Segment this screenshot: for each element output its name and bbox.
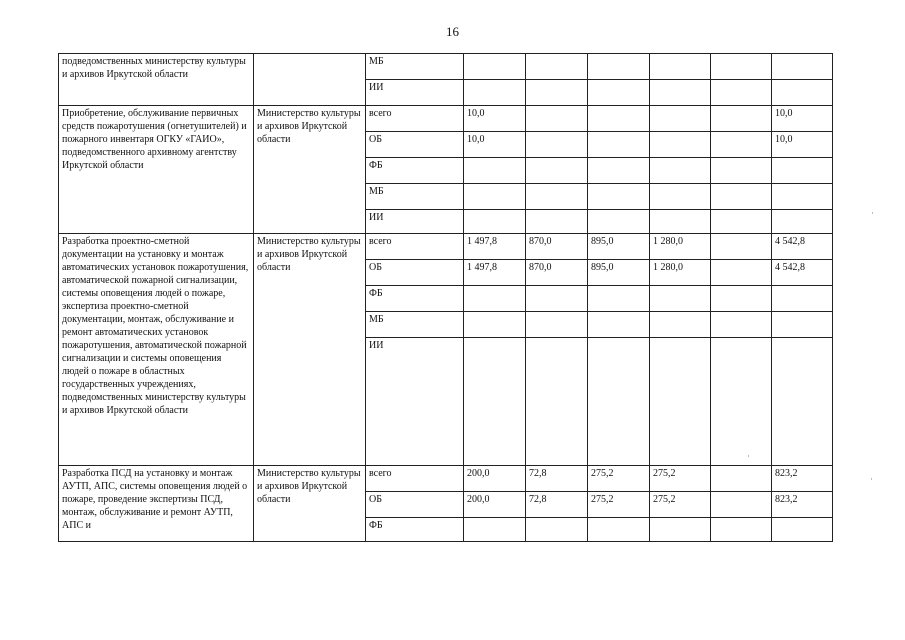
amount-cell bbox=[772, 80, 833, 106]
funding-source: МБ bbox=[366, 312, 464, 338]
amount-cell: 275,2 bbox=[650, 466, 711, 492]
amount-cell bbox=[650, 54, 711, 80]
amount-cell bbox=[588, 338, 650, 466]
amount-cell bbox=[772, 312, 833, 338]
amount-cell: 275,2 bbox=[588, 492, 650, 518]
activity-description: Приобретение, обслуживание первичных средств пожаротушения (огнетушителей) и пожарного инвентаря ОГКУ «ГАИО», подведомственного архивному агентству Иркутской области bbox=[59, 106, 254, 234]
amount-cell: 200,0 bbox=[464, 492, 526, 518]
amount-cell bbox=[650, 106, 711, 132]
amount-cell bbox=[711, 234, 772, 260]
amount-cell bbox=[711, 466, 772, 492]
amount-cell bbox=[650, 132, 711, 158]
amount-cell bbox=[526, 80, 588, 106]
table-row bbox=[59, 466, 833, 492]
amount-cell bbox=[588, 106, 650, 132]
amount-cell: 10,0 bbox=[464, 106, 526, 132]
amount-cell bbox=[711, 518, 772, 542]
amount-cell bbox=[464, 286, 526, 312]
table-row bbox=[59, 106, 833, 132]
amount-cell bbox=[711, 54, 772, 80]
amount-cell bbox=[711, 286, 772, 312]
funding-source: ОБ bbox=[366, 492, 464, 518]
amount-cell: 895,0 bbox=[588, 260, 650, 286]
funding-source: ИИ bbox=[366, 80, 464, 106]
activity-description: подведомственных министерству культуры и архивов Иркутской области bbox=[59, 54, 254, 106]
amount-cell bbox=[464, 184, 526, 210]
amount-cell bbox=[650, 184, 711, 210]
amount-cell bbox=[526, 286, 588, 312]
scan-mark bbox=[748, 455, 749, 457]
funding-source: ФБ bbox=[366, 158, 464, 184]
amount-cell: 4 542,8 bbox=[772, 260, 833, 286]
amount-cell bbox=[588, 158, 650, 184]
amount-cell bbox=[526, 210, 588, 234]
activity-description: Разработка ПСД на установку и монтаж АУТП, АПС, системы оповещения людей о пожаре, проведение экспертизы ПСД, монтаж, обслуживание и ремонт АУТП, АПС и bbox=[59, 466, 254, 542]
amount-cell bbox=[650, 338, 711, 466]
amount-cell bbox=[772, 210, 833, 234]
amount-cell bbox=[464, 80, 526, 106]
amount-cell bbox=[464, 338, 526, 466]
amount-cell: 823,2 bbox=[772, 466, 833, 492]
amount-cell bbox=[526, 338, 588, 466]
amount-cell: 72,8 bbox=[526, 466, 588, 492]
funding-source: ИИ bbox=[366, 338, 464, 466]
amount-cell bbox=[588, 312, 650, 338]
amount-cell bbox=[772, 518, 833, 542]
amount-cell bbox=[464, 210, 526, 234]
amount-cell bbox=[650, 80, 711, 106]
amount-cell: 275,2 bbox=[588, 466, 650, 492]
amount-cell bbox=[650, 518, 711, 542]
amount-cell: 1 497,8 bbox=[464, 260, 526, 286]
amount-cell bbox=[772, 338, 833, 466]
amount-cell bbox=[711, 260, 772, 286]
executor-cell: Министерство культуры и архивов Иркутской области bbox=[254, 106, 366, 234]
amount-cell: 1 280,0 bbox=[650, 234, 711, 260]
amount-cell bbox=[711, 106, 772, 132]
amount-cell bbox=[588, 518, 650, 542]
amount-cell bbox=[526, 132, 588, 158]
amount-cell: 10,0 bbox=[772, 106, 833, 132]
amount-cell bbox=[772, 286, 833, 312]
amount-cell: 1 497,8 bbox=[464, 234, 526, 260]
amount-cell bbox=[711, 492, 772, 518]
amount-cell: 895,0 bbox=[588, 234, 650, 260]
amount-cell bbox=[711, 132, 772, 158]
amount-cell: 823,2 bbox=[772, 492, 833, 518]
table-row bbox=[59, 234, 833, 260]
funding-source: ИИ bbox=[366, 210, 464, 234]
amount-cell: 10,0 bbox=[464, 132, 526, 158]
amount-cell bbox=[772, 184, 833, 210]
funding-source: МБ bbox=[366, 54, 464, 80]
amount-cell bbox=[650, 286, 711, 312]
activity-description: Разработка проектно-сметной документации на установку и монтаж автоматических установок пожаротушения, автоматической пожарной сигнализации, системы оповещения людей о пожаре, экспертиза проектно-сметной документации, монтаж, обслуживание и ремонт автоматических установок пожаротушения, автоматической пожарной сигнализации и системы оповещения людей о пожаре в областных государственных учреждениях, подведомственных министерству культуры и архивов Иркутской области bbox=[59, 234, 254, 466]
funding-source: ФБ bbox=[366, 518, 464, 542]
scan-mark bbox=[871, 478, 872, 480]
amount-cell bbox=[526, 54, 588, 80]
funding-source: всего bbox=[366, 234, 464, 260]
amount-cell bbox=[772, 54, 833, 80]
amount-cell: 200,0 bbox=[464, 466, 526, 492]
amount-cell bbox=[588, 210, 650, 234]
amount-cell bbox=[464, 158, 526, 184]
funding-source: ОБ bbox=[366, 132, 464, 158]
amount-cell bbox=[464, 312, 526, 338]
amount-cell: 275,2 bbox=[650, 492, 711, 518]
amount-cell bbox=[588, 132, 650, 158]
executor-cell bbox=[254, 54, 366, 106]
amount-cell bbox=[650, 210, 711, 234]
table-row bbox=[59, 54, 833, 80]
amount-cell bbox=[650, 158, 711, 184]
amount-cell bbox=[772, 158, 833, 184]
amount-cell bbox=[526, 184, 588, 210]
page-number: 16 bbox=[446, 24, 459, 39]
amount-cell bbox=[588, 54, 650, 80]
amount-cell: 10,0 bbox=[772, 132, 833, 158]
amount-cell bbox=[711, 80, 772, 106]
amount-cell bbox=[711, 338, 772, 466]
amount-cell: 72,8 bbox=[526, 492, 588, 518]
executor-cell: Министерство культуры и архивов Иркутской области bbox=[254, 466, 366, 542]
amount-cell bbox=[650, 312, 711, 338]
scan-mark bbox=[872, 212, 873, 214]
amount-cell bbox=[526, 158, 588, 184]
funding-source: ФБ bbox=[366, 286, 464, 312]
amount-cell bbox=[711, 184, 772, 210]
amount-cell bbox=[588, 80, 650, 106]
amount-cell: 870,0 bbox=[526, 234, 588, 260]
amount-cell: 4 542,8 bbox=[772, 234, 833, 260]
amount-cell bbox=[588, 286, 650, 312]
budget-table bbox=[58, 53, 833, 542]
amount-cell: 1 280,0 bbox=[650, 260, 711, 286]
funding-source: МБ bbox=[366, 184, 464, 210]
amount-cell bbox=[526, 106, 588, 132]
amount-cell bbox=[526, 518, 588, 542]
amount-cell bbox=[711, 312, 772, 338]
executor-cell: Министерство культуры и архивов Иркутской области bbox=[254, 234, 366, 466]
funding-source: всего bbox=[366, 466, 464, 492]
amount-cell bbox=[711, 210, 772, 234]
amount-cell bbox=[711, 158, 772, 184]
amount-cell bbox=[588, 184, 650, 210]
funding-source: всего bbox=[366, 106, 464, 132]
amount-cell: 870,0 bbox=[526, 260, 588, 286]
amount-cell bbox=[526, 312, 588, 338]
amount-cell bbox=[464, 54, 526, 80]
funding-source: ОБ bbox=[366, 260, 464, 286]
amount-cell bbox=[464, 518, 526, 542]
